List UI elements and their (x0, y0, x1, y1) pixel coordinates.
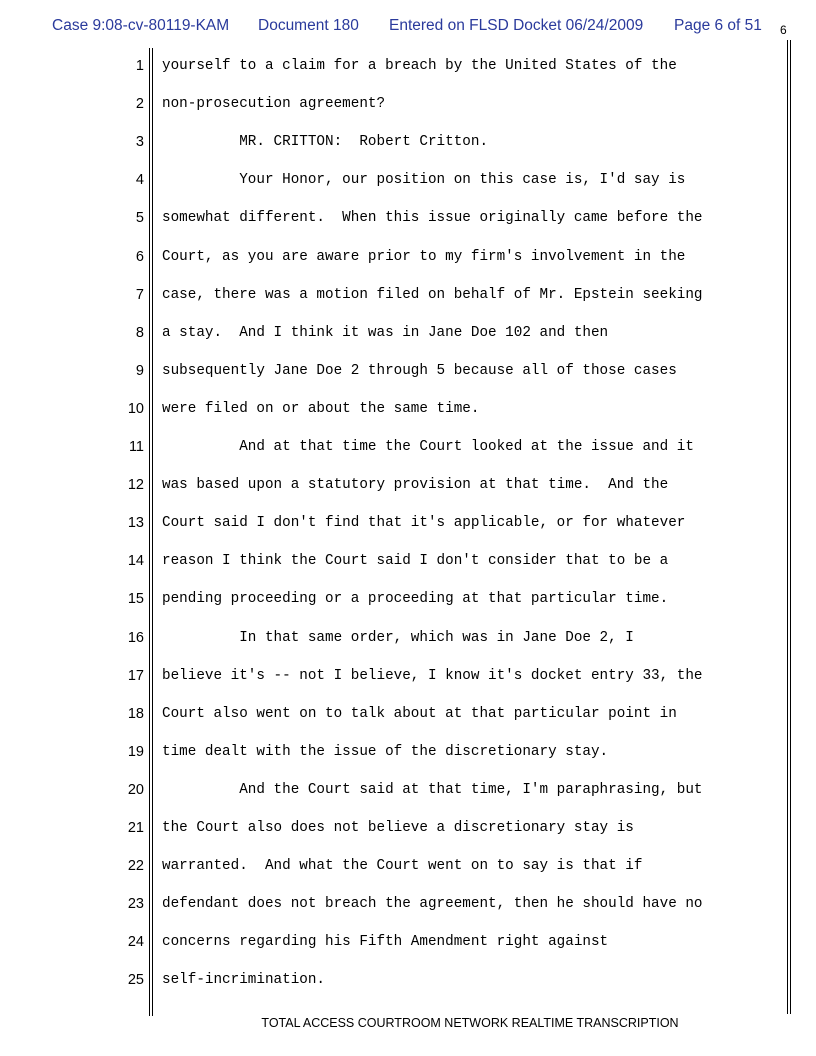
transcript-line (0, 934, 816, 954)
transcript-line (0, 820, 816, 840)
transcript-line (0, 172, 816, 192)
transcript-footer (0, 1016, 816, 1030)
line-number: 24 (127, 934, 144, 951)
line-text: MR. CRITTON: Robert Critton. (162, 134, 489, 151)
transcript-line (0, 896, 816, 916)
transcript-line (0, 744, 816, 764)
line-text: warranted. And what the Court went on to say is that if (162, 858, 643, 875)
transcript-line (0, 630, 816, 650)
transcript-line (0, 668, 816, 688)
line-number: 4 (135, 172, 144, 189)
line-text: was based upon a statutory provision at that time. And the (162, 477, 669, 494)
line-text: concerns regarding his Fifth Amendment right against (162, 934, 609, 951)
transcript-line (0, 591, 816, 611)
transcript-line (0, 401, 816, 421)
transcript-line (0, 477, 816, 497)
line-text: defendant does not breach the agreement, then he should have no (162, 896, 703, 913)
line-text: reason I think the Court said I don't consider that to be a (162, 553, 669, 570)
line-number: 19 (127, 743, 144, 760)
line-text: believe it's -- not I believe, I know it's docket entry 33, the (162, 667, 703, 684)
line-number: 23 (127, 896, 144, 913)
line-number: 16 (127, 629, 144, 646)
transcript-line (0, 363, 816, 383)
line-text: Court said I don't find that it's applicable, or for whatever (162, 515, 686, 532)
transcript-line (0, 249, 816, 269)
line-text: yourself to a claim for a breach by the United States of the (162, 58, 677, 74)
line-text: Court, as you are aware prior to my firm's involvement in the (162, 248, 686, 265)
line-text: And the Court said at that time, I'm paraphrasing, but (162, 781, 703, 798)
line-number: 25 (127, 972, 144, 989)
footer-text: TOTAL ACCESS COURTROOM NETWORK REALTIME TRANSCRIPTION (261, 1016, 679, 1030)
document-number: Document 180 (258, 17, 359, 34)
line-text: case, there was a motion filed on behalf of Mr. Epstein seeking (162, 286, 703, 303)
line-number: 13 (127, 515, 144, 532)
transcript-line (0, 706, 816, 726)
transcript-line (0, 287, 816, 307)
line-text: And at that time the Court looked at the issue and it (162, 439, 694, 455)
line-text: the Court also does not believe a discretionary stay is (162, 820, 634, 836)
line-number: 9 (135, 362, 144, 379)
transcript-page-number: 6 (780, 23, 787, 37)
line-number: 14 (127, 553, 144, 570)
line-number: 17 (127, 667, 144, 684)
line-number: 6 (135, 248, 144, 265)
line-text: Your Honor, our position on this case is, I'd say is (162, 172, 686, 189)
line-text: self-incrimination. (162, 972, 326, 989)
transcript-line (0, 782, 816, 802)
line-number: 22 (127, 858, 144, 875)
transcript-line (0, 972, 816, 992)
line-text: subsequently Jane Doe 2 through 5 because all of those cases (162, 362, 677, 379)
transcript-line (0, 553, 816, 573)
transcript-line (0, 58, 816, 78)
line-number: 12 (127, 477, 144, 494)
page-of-total: Page 6 of 51 (674, 17, 762, 34)
line-number: 1 (135, 58, 144, 74)
line-number: 2 (135, 96, 144, 113)
transcript-line (0, 515, 816, 535)
docket-header (0, 17, 816, 39)
line-number: 8 (135, 324, 144, 341)
transcript-line (0, 210, 816, 230)
line-text: pending proceeding or a proceeding at that particular time. (162, 591, 669, 608)
line-number: 7 (135, 286, 144, 303)
line-text: non-prosecution agreement? (162, 96, 386, 113)
line-number: 20 (127, 781, 144, 798)
docket-entry-date: Entered on FLSD Docket 06/24/2009 (389, 17, 644, 34)
transcript-line (0, 134, 816, 154)
line-text: somewhat different. When this issue originally came before the (162, 210, 703, 227)
line-number: 18 (127, 705, 144, 722)
line-number: 11 (128, 439, 144, 455)
line-number: 3 (135, 134, 144, 151)
line-number: 21 (127, 820, 144, 836)
transcript-line (0, 439, 816, 459)
case-number: Case 9:08-cv-80119-KAM (52, 17, 230, 34)
line-text: Court also went on to talk about at that particular point in (162, 705, 677, 722)
line-number: 5 (135, 210, 144, 227)
transcript-line (0, 858, 816, 878)
line-number: 15 (127, 591, 144, 608)
line-text: In that same order, which was in Jane Doe 2, I (162, 629, 634, 646)
line-number: 10 (127, 400, 144, 417)
transcript-line (0, 325, 816, 345)
line-text: were filed on or about the same time. (162, 400, 480, 417)
line-text: a stay. And I think it was in Jane Doe 102 and then (162, 324, 609, 341)
line-text: time dealt with the issue of the discretionary stay. (162, 743, 609, 760)
transcript-line (0, 96, 816, 116)
